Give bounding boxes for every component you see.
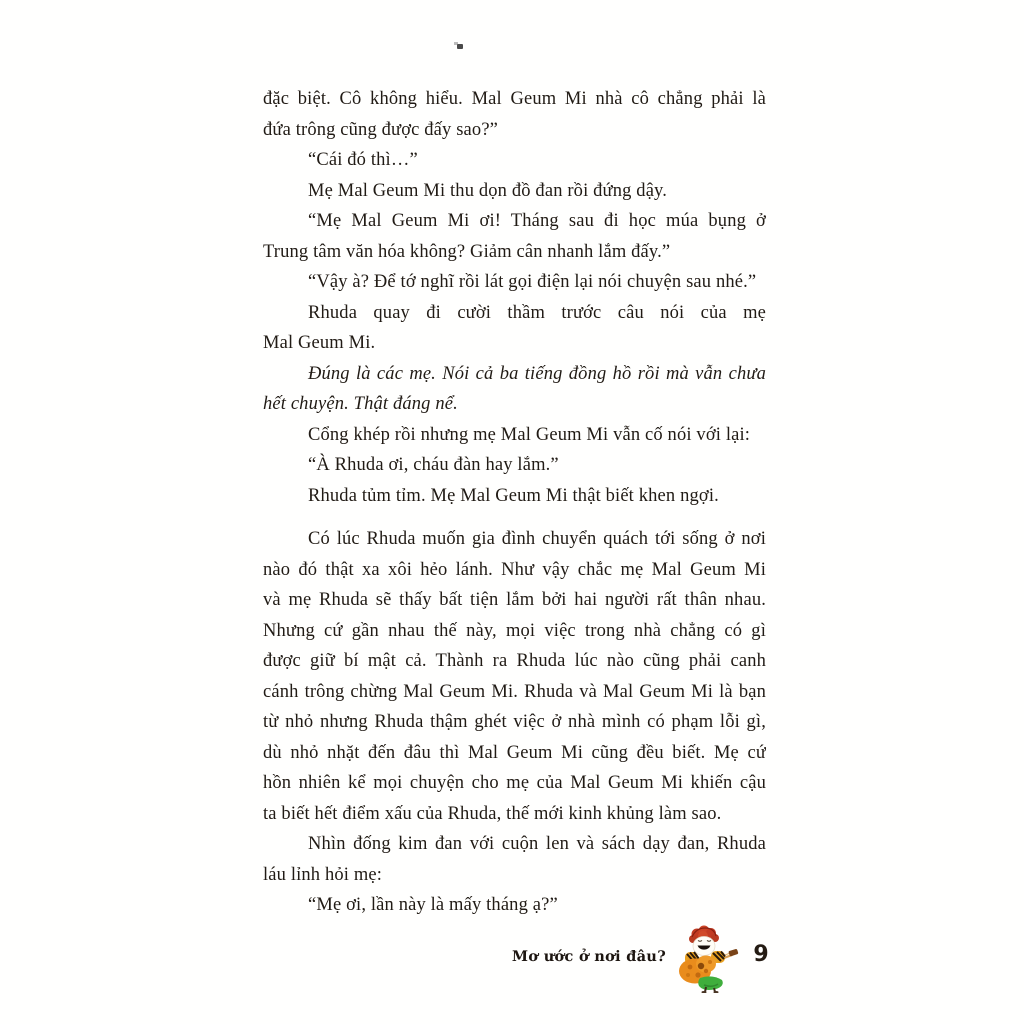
text-line: được giữ bí mật cả. Thành ra Rhuda lúc nào cũng phải canh [263, 651, 766, 671]
text-line: dù nhỏ nhặt đến đâu thì Mal Geum Mi cũng đều biết. Mẹ cứ [263, 742, 766, 763]
face-icon [693, 937, 715, 956]
text-line: “Cái đó thì…” [308, 150, 418, 170]
text-line: Có lúc Rhuda muốn gia đình chuyển quách tới sống ở nơi [308, 529, 766, 549]
text-line: hồn nhiên kể mọi chuyện cho mẹ của Mal Geum Mi khiến cậu [263, 773, 766, 793]
text-line: từ nhỏ nhưng Rhuda thậm ghét việc ở nhà mình có phạm lỗi gì, [263, 712, 766, 732]
text-line: ta biết hết điểm xấu của Rhuda, thế mới kinh khủng làm sao. [263, 803, 722, 824]
text-line: Rhuda quay đi cười thầm trước câu nói của mẹ [308, 302, 766, 323]
text-line: láu lỉnh hỏi mẹ: [263, 864, 383, 885]
text-line: “Mẹ ơi, lần này là mấy tháng ạ?” [308, 895, 558, 915]
running-footer-title: Mơ ước ở nơi đâu? [511, 948, 667, 965]
text-line: Mal Geum Mi. [263, 333, 376, 353]
scan-speck [457, 44, 463, 49]
text-line: nào đó thật xa xôi hẻo lánh. Như vậy chắc mẹ Mal Geum Mi [263, 559, 766, 580]
text-line: đứa trông cũng được đấy sao?” [263, 119, 499, 140]
text-line: đặc biệt. Cô không hiểu. Mal Geum Mi nhà cô chẳng phải là [263, 89, 766, 109]
body-text [263, 84, 766, 921]
text-line: cánh trông chừng Mal Geum Mi. Rhuda và Mal Geum Mi là bạn [263, 681, 766, 702]
text-line: Trung tâm văn hóa không? Giảm cân nhanh lắm đấy.” [263, 241, 671, 262]
section-break [263, 511, 766, 524]
text-line: Cổng khép rồi nhưng mẹ Mal Geum Mi vẫn cố nói với lại: [308, 424, 751, 445]
text-line: và mẹ Rhuda sẽ thấy bất tiện lắm bởi hai người rất thân nhau. [263, 590, 766, 610]
text-line: hết chuyện. Thật đáng nể. [263, 394, 458, 414]
text-line: Nhìn đống kim đan với cuộn len và sách dạy đan, Rhuda [308, 834, 766, 854]
text-line: Đúng là các mẹ. Nói cả ba tiếng đồng hồ rồi mà vẫn chưa [308, 363, 766, 384]
page-number: 9 [753, 942, 769, 967]
text-line: Rhuda tủm tỉm. Mẹ Mal Geum Mi thật biết khen ngợi. [308, 485, 719, 506]
text-line: “Vậy à? Để tớ nghĩ rồi lát gọi điện lại nói chuyện sau nhé.” [308, 272, 757, 292]
boy-playing-guitar-illustration [670, 925, 742, 993]
text-line: “À Rhuda ơi, cháu đàn hay lắm.” [308, 455, 559, 475]
text-line: Mẹ Mal Geum Mi thu dọn đồ đan rồi đứng dậy. [308, 180, 668, 201]
green-shorts-icon [698, 976, 723, 990]
text-line: “Mẹ Mal Geum Mi ơi! Tháng sau đi học múa bụng ở [308, 211, 766, 231]
text-line: Nhưng cứ gần nhau thế này, mọi việc trong nhà chẳng có gì [263, 620, 766, 641]
